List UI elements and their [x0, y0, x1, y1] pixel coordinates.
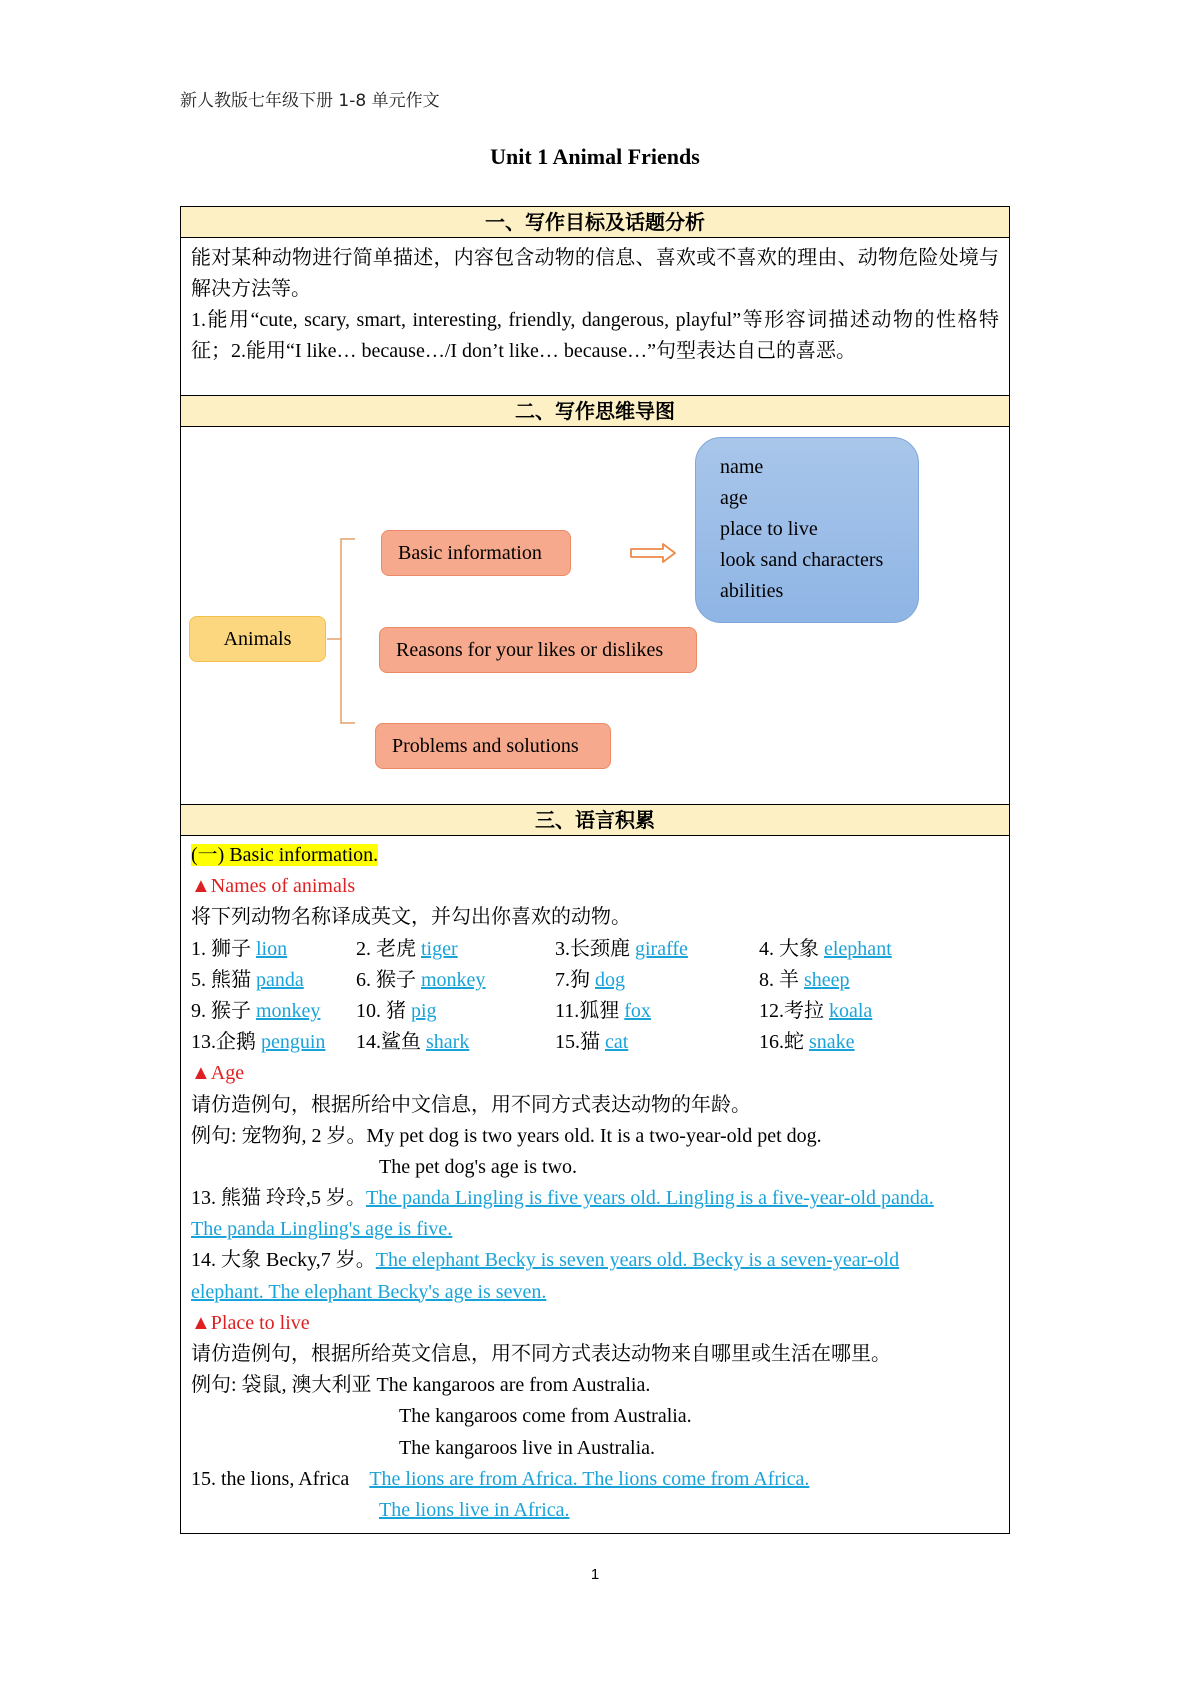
animal-row: [191, 934, 1001, 965]
details-box: [695, 437, 919, 623]
animal-answer: monkey: [256, 999, 321, 1022]
animal-question: 12.考拉: [759, 999, 829, 1022]
q14-answer-2: elephant. The elephant Becky's age is seven.: [191, 1280, 547, 1303]
animal-answer: giraffe: [635, 937, 688, 960]
animal-answer: shark: [426, 1031, 470, 1054]
animal-question: 4. 大象: [759, 937, 824, 960]
q15-answer-1: The lions are from Africa. The lions come from Africa.: [369, 1467, 810, 1490]
age-example-2: The pet dog's age is two.: [379, 1155, 578, 1178]
age-heading: ▲Age: [191, 1062, 245, 1085]
animal-question: 11.狐狸: [555, 999, 625, 1022]
document-title: Unit 1 Animal Friends: [490, 144, 700, 169]
animal-question: 13.企鹅: [191, 1031, 261, 1054]
animal-answer: elephant: [824, 937, 892, 960]
place-example-3: The kangaroos live in Australia.: [399, 1436, 656, 1459]
language-section: [191, 840, 1001, 1526]
animal-answer: snake: [809, 1031, 855, 1054]
animal-question: 10. 猪: [356, 999, 411, 1022]
detail-place: place to live: [720, 518, 818, 540]
animal-row: [191, 1027, 1001, 1058]
page-number: 1: [590, 1566, 600, 1583]
mind-map: [181, 427, 1009, 803]
detail-age: age: [720, 487, 748, 509]
mind-map-bracket: [321, 537, 381, 727]
goals-paragraph-2: 1.能用“cute, scary, smart, interesting, friendly, dangerous, playful”等形容词描述动物的性格特征；2.能用“I like… because…/I don’t like… because…”句型表达自己的喜恶。: [191, 309, 999, 362]
age-instruction: 请仿造例句，根据所给中文信息，用不同方式表达动物的年龄。: [191, 1093, 751, 1116]
q13-answer-2: The panda Lingling's age is five.: [191, 1218, 453, 1241]
goals-text: [191, 243, 999, 367]
animal-answer: fox: [624, 999, 651, 1022]
detail-looks: look sand characters: [720, 549, 884, 571]
q14-answer-1: The elephant Becky is seven years old. Becky is a seven-year-old: [375, 1249, 900, 1272]
q14-prompt: 14. 大象 Becky,7 岁。: [191, 1249, 376, 1272]
q15-answer-2: The lions live in Africa.: [379, 1498, 570, 1521]
animal-question: 14.鲨鱼: [356, 1031, 426, 1054]
animal-row: [191, 996, 1001, 1027]
animal-answer: tiger: [421, 937, 458, 960]
goals-paragraph-1: 能对某种动物进行简单描述，内容包含动物的信息、喜欢或不喜欢的理由、动物危险处境与解决方法等。: [191, 247, 999, 300]
animal-answer: panda: [256, 968, 304, 991]
animal-question: 3.长颈鹿: [555, 937, 635, 960]
place-heading: ▲Place to live: [191, 1311, 310, 1334]
q13-answer-1: The panda Lingling is five years old. Lingling is a five-year-old panda.: [366, 1187, 934, 1210]
branch-basic-information: Basic information: [381, 530, 571, 576]
subsection-basic-info: (一) Basic information.: [191, 844, 379, 866]
header-note: 新人教版七年级下册 1-8 单元作文: [180, 91, 440, 111]
section-heading-goals: 一、写作目标及话题分析: [181, 206, 1009, 238]
animal-question: 2. 老虎: [356, 937, 421, 960]
animal-answer: pig: [411, 999, 437, 1022]
animal-answer: koala: [829, 999, 873, 1022]
detail-abilities: abilities: [720, 580, 784, 602]
animal-question: 1. 狮子: [191, 937, 256, 960]
place-instruction: 请仿造例句，根据所给英文信息，用不同方式表达动物来自哪里或生活在哪里。: [191, 1343, 891, 1365]
animal-question: 15.猫: [555, 1031, 605, 1054]
branch-problems-solutions: Problems and solutions: [375, 723, 611, 769]
animal-answer: dog: [595, 968, 625, 991]
names-instruction: 将下列动物名称译成英文，并勾出你喜欢的动物。: [191, 906, 631, 929]
animal-question: 5. 熊猫: [191, 968, 256, 991]
names-heading: ▲Names of animals: [191, 875, 356, 898]
animal-question: 6. 猴子: [356, 968, 421, 991]
animal-question: 9. 猴子: [191, 999, 256, 1022]
animal-answer: sheep: [804, 968, 850, 991]
q15-prompt: 15. the lions, Africa: [191, 1467, 350, 1490]
animal-row: [191, 965, 1001, 996]
age-example-1: 例句: 宠物狗, 2 岁。My pet dog is two years old. It is a two-year-old pet dog.: [191, 1124, 822, 1147]
animal-question: 16.蛇: [759, 1031, 809, 1054]
section-heading-mindmap: 二、写作思维导图: [181, 395, 1009, 427]
branch-reasons: Reasons for your likes or dislikes: [379, 627, 697, 673]
animal-answer: cat: [605, 1031, 629, 1054]
q13-prompt: 13. 熊猫 玲玲,5 岁。: [191, 1187, 366, 1210]
place-example-2: The kangaroos come from Australia.: [399, 1405, 692, 1428]
mind-map-root-animals: Animals: [189, 616, 326, 662]
animal-answer: penguin: [261, 1031, 326, 1054]
animal-question: 7.狗: [555, 968, 595, 991]
place-example-1: 例句: 袋鼠, 澳大利亚 The kangaroos are from Australia.: [191, 1374, 651, 1397]
worksheet-table: [180, 206, 1010, 1534]
animal-question: 8. 羊: [759, 968, 804, 991]
animal-answer: lion: [256, 937, 288, 960]
section-heading-language: 三、语言积累: [181, 804, 1009, 836]
animal-answer: monkey: [421, 968, 486, 991]
detail-name: name: [720, 456, 764, 478]
right-arrow-icon: [629, 541, 679, 565]
